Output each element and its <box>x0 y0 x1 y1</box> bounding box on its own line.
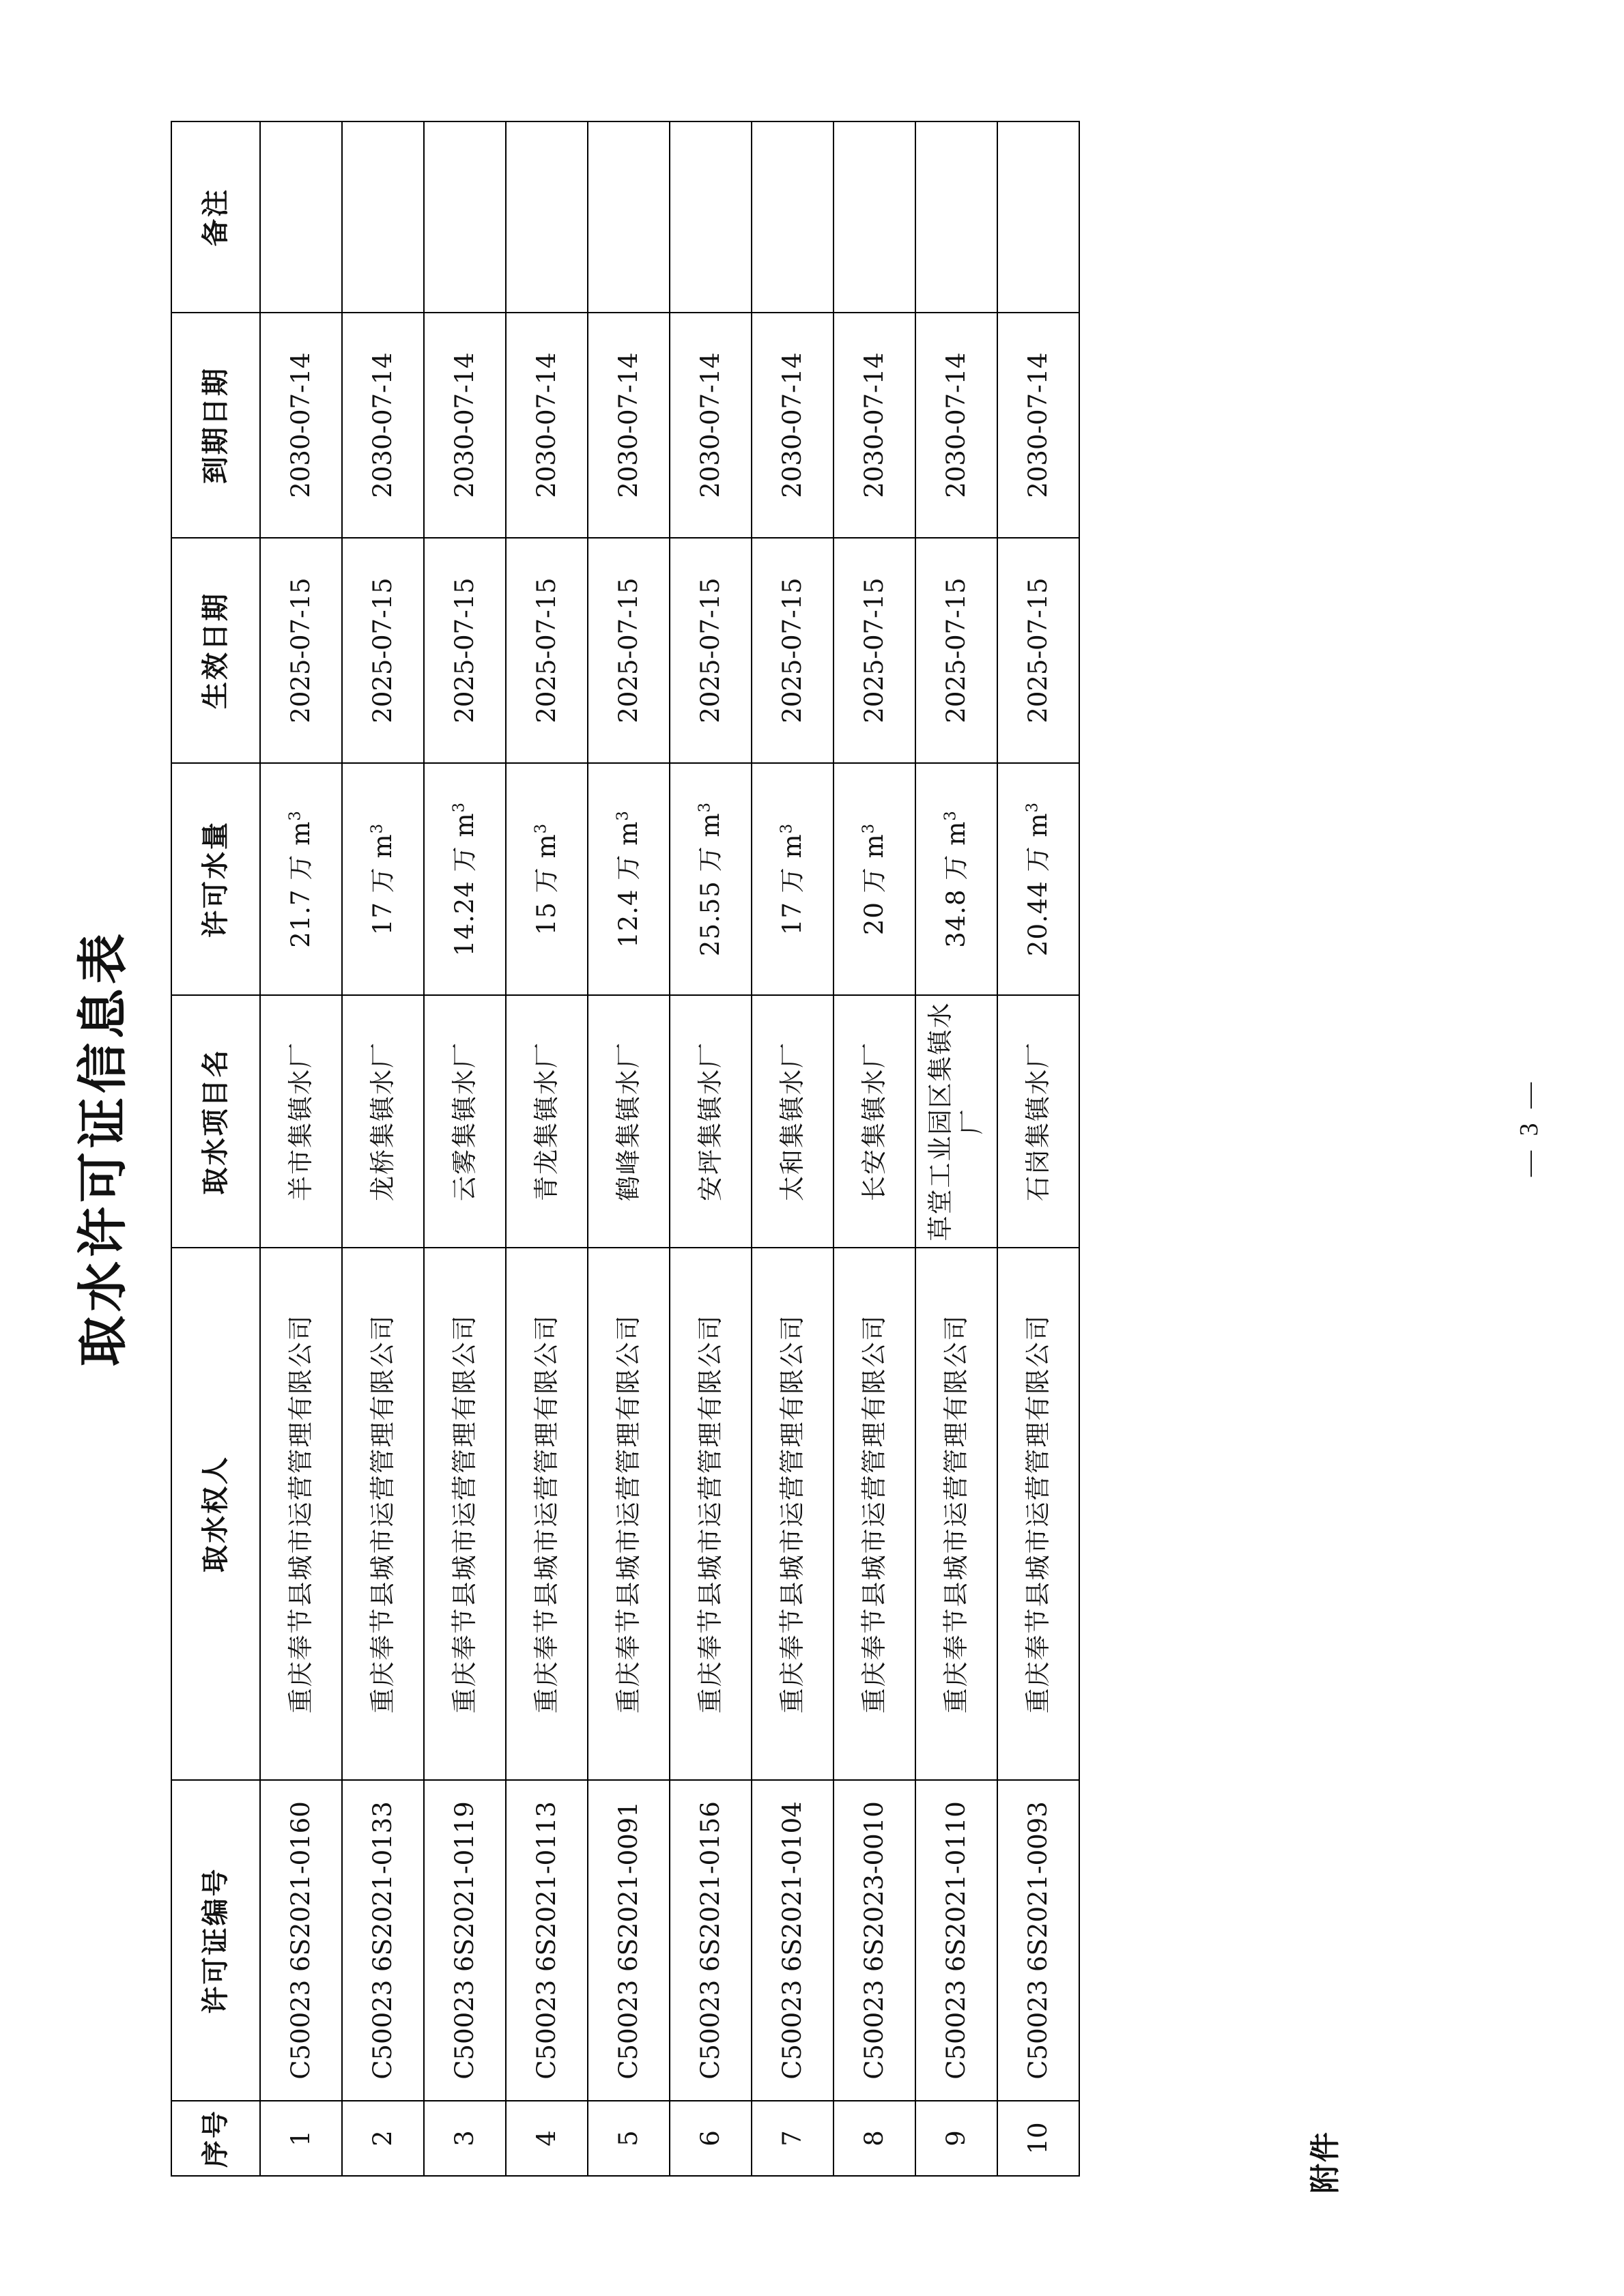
column-header-project: 取水项目名 <box>171 995 260 1248</box>
cell-index: 2 <box>342 2101 424 2176</box>
table-header-row <box>171 121 260 2176</box>
column-header-effective: 生效日期 <box>171 538 260 763</box>
cell-remark <box>424 121 506 313</box>
volume-unit-exponent: 3 <box>1023 801 1042 813</box>
volume-unit: $m^3$ <box>695 801 725 837</box>
volume-unit-exponent: 3 <box>368 822 386 834</box>
cell-permit-no: C50023 6S2021-0119 <box>424 1780 506 2101</box>
volume-value: 14.24 万 <box>449 837 479 957</box>
cell-index: 8 <box>834 2101 915 2176</box>
cell-permitted-volume <box>997 763 1079 995</box>
cell-remark <box>915 121 997 313</box>
cell-project: 鹤峰集镇水厂 <box>588 995 670 1248</box>
table-row <box>506 121 588 2176</box>
table-row <box>834 121 915 2176</box>
cell-effective-date: 2025-07-15 <box>670 538 752 763</box>
cell-remark <box>752 121 834 313</box>
cell-effective-date: 2025-07-15 <box>752 538 834 763</box>
cell-effective-date: 2025-07-15 <box>342 538 424 763</box>
volume-unit-exponent: 3 <box>286 810 304 821</box>
cell-project: 安坪集镇水厂 <box>670 995 752 1248</box>
cell-project: 云雾集镇水厂 <box>424 995 506 1248</box>
table-row <box>424 121 506 2176</box>
cell-holder: 重庆奉节县城市运营管理有限公司 <box>424 1248 506 1780</box>
cell-effective-date: 2025-07-15 <box>260 538 342 763</box>
cell-project: 长安集镇水厂 <box>834 995 915 1248</box>
cell-effective-date: 2025-07-15 <box>915 538 997 763</box>
volume-value: 12.4 万 <box>613 845 643 948</box>
volume-value: 20 万 <box>859 858 889 936</box>
volume-unit: $m^3$ <box>777 822 807 859</box>
cell-project: 草堂工业园区集镇水厂 <box>915 995 997 1248</box>
volume-unit: $m^3$ <box>613 810 643 846</box>
volume-value: 34.8 万 <box>941 845 971 948</box>
cell-expiry-date: 2030-07-14 <box>260 313 342 538</box>
cell-permit-no: C50023 6S2021-0133 <box>342 1780 424 2101</box>
column-header-index: 序号 <box>171 2101 260 2176</box>
volume-value: 15 万 <box>531 858 561 936</box>
volume-unit: $m^3$ <box>367 822 397 859</box>
cell-effective-date: 2025-07-15 <box>997 538 1079 763</box>
column-header-expiry: 到期日期 <box>171 313 260 538</box>
volume-unit-exponent: 3 <box>778 822 796 834</box>
cell-index: 10 <box>997 2101 1079 2176</box>
volume-unit: $m^3$ <box>941 810 971 846</box>
table-row <box>997 121 1079 2176</box>
cell-permit-no: C50023 6S2021-0156 <box>670 1780 752 2101</box>
cell-permit-no: C50023 6S2021-0113 <box>506 1780 588 2101</box>
cell-remark <box>588 121 670 313</box>
cell-expiry-date: 2030-07-14 <box>752 313 834 538</box>
cell-holder: 重庆奉节县城市运营管理有限公司 <box>260 1248 342 1780</box>
cell-permit-no: C50023 6S2021-0093 <box>997 1780 1079 2101</box>
cell-holder: 重庆奉节县城市运营管理有限公司 <box>588 1248 670 1780</box>
cell-project: 青龙集镇水厂 <box>506 995 588 1248</box>
cell-project: 羊市集镇水厂 <box>260 995 342 1248</box>
volume-unit-exponent: 3 <box>941 810 960 821</box>
volume-unit-exponent: 3 <box>696 801 714 813</box>
volume-unit-exponent: 3 <box>859 822 878 834</box>
volume-value: 17 万 <box>777 858 807 936</box>
cell-index: 4 <box>506 2101 588 2176</box>
cell-holder: 重庆奉节县城市运营管理有限公司 <box>997 1248 1079 1780</box>
cell-permitted-volume <box>342 763 424 995</box>
cell-effective-date: 2025-07-15 <box>588 538 670 763</box>
volume-value: 21.7 万 <box>285 845 315 948</box>
cell-expiry-date: 2030-07-14 <box>506 313 588 538</box>
cell-project: 石岗集镇水厂 <box>997 995 1079 1248</box>
cell-permitted-volume <box>670 763 752 995</box>
cell-permitted-volume <box>588 763 670 995</box>
cell-index: 1 <box>260 2101 342 2176</box>
page-title: 取水许可证信息表 <box>74 930 132 1366</box>
cell-holder: 重庆奉节县城市运营管理有限公司 <box>506 1248 588 1780</box>
column-header-permit-no: 许可证编号 <box>171 1780 260 2101</box>
cell-effective-date: 2025-07-15 <box>424 538 506 763</box>
cell-remark <box>834 121 915 313</box>
volume-unit: $m^3$ <box>285 810 315 846</box>
table-row <box>342 121 424 2176</box>
cell-expiry-date: 2030-07-14 <box>588 313 670 538</box>
volume-value: 25.55 万 <box>695 837 725 957</box>
cell-permitted-volume <box>260 763 342 995</box>
cell-holder: 重庆奉节县城市运营管理有限公司 <box>342 1248 424 1780</box>
cell-permit-no: C50023 6S2021-0104 <box>752 1780 834 2101</box>
cell-permitted-volume <box>506 763 588 995</box>
cell-holder: 重庆奉节县城市运营管理有限公司 <box>670 1248 752 1780</box>
page-number: — 3 — <box>1515 1078 1543 1177</box>
volume-value: 20.44 万 <box>1023 837 1053 957</box>
cell-effective-date: 2025-07-15 <box>506 538 588 763</box>
cell-permitted-volume <box>424 763 506 995</box>
cell-project: 龙桥集镇水厂 <box>342 995 424 1248</box>
cell-expiry-date: 2030-07-14 <box>915 313 997 538</box>
cell-holder: 重庆奉节县城市运营管理有限公司 <box>752 1248 834 1780</box>
volume-unit: $m^3$ <box>449 801 479 837</box>
cell-remark <box>997 121 1079 313</box>
cell-expiry-date: 2030-07-14 <box>997 313 1079 538</box>
cell-permit-no: C50023 6S2023-0010 <box>834 1780 915 2101</box>
attachment-label: 附件 <box>1308 2131 1343 2194</box>
cell-index: 3 <box>424 2101 506 2176</box>
table-row <box>588 121 670 2176</box>
table-body <box>260 121 1079 2176</box>
column-header-volume: 许可水量 <box>171 763 260 995</box>
cell-permit-no: C50023 6S2021-0110 <box>915 1780 997 2101</box>
cell-expiry-date: 2030-07-14 <box>834 313 915 538</box>
permit-information-table <box>171 121 1080 2177</box>
cell-project: 太和集镇水厂 <box>752 995 834 1248</box>
cell-index: 7 <box>752 2101 834 2176</box>
table-row <box>752 121 834 2176</box>
volume-value: 17 万 <box>367 858 397 936</box>
cell-index: 6 <box>670 2101 752 2176</box>
cell-holder: 重庆奉节县城市运营管理有限公司 <box>834 1248 915 1780</box>
cell-permitted-volume <box>915 763 997 995</box>
volume-unit-exponent: 3 <box>614 810 632 821</box>
table-row <box>915 121 997 2176</box>
cell-effective-date: 2025-07-15 <box>834 538 915 763</box>
cell-expiry-date: 2030-07-14 <box>670 313 752 538</box>
cell-index: 5 <box>588 2101 670 2176</box>
cell-remark <box>260 121 342 313</box>
table-row <box>670 121 752 2176</box>
cell-permit-no: C50023 6S2021-0091 <box>588 1780 670 2101</box>
cell-remark <box>342 121 424 313</box>
cell-expiry-date: 2030-07-14 <box>424 313 506 538</box>
table-row <box>260 121 342 2176</box>
cell-permitted-volume <box>834 763 915 995</box>
cell-permit-no: C50023 6S2021-0160 <box>260 1780 342 2101</box>
column-header-remark: 备注 <box>171 121 260 313</box>
cell-index: 9 <box>915 2101 997 2176</box>
volume-unit: $m^3$ <box>531 822 561 859</box>
cell-expiry-date: 2030-07-14 <box>342 313 424 538</box>
volume-unit: $m^3$ <box>859 822 889 859</box>
cell-remark <box>506 121 588 313</box>
cell-holder: 重庆奉节县城市运营管理有限公司 <box>915 1248 997 1780</box>
volume-unit-exponent: 3 <box>450 801 468 813</box>
cell-remark <box>670 121 752 313</box>
cell-permitted-volume <box>752 763 834 995</box>
volume-unit-exponent: 3 <box>532 822 550 834</box>
volume-unit: $m^3$ <box>1023 801 1053 837</box>
column-header-holder: 取水权人 <box>171 1248 260 1780</box>
